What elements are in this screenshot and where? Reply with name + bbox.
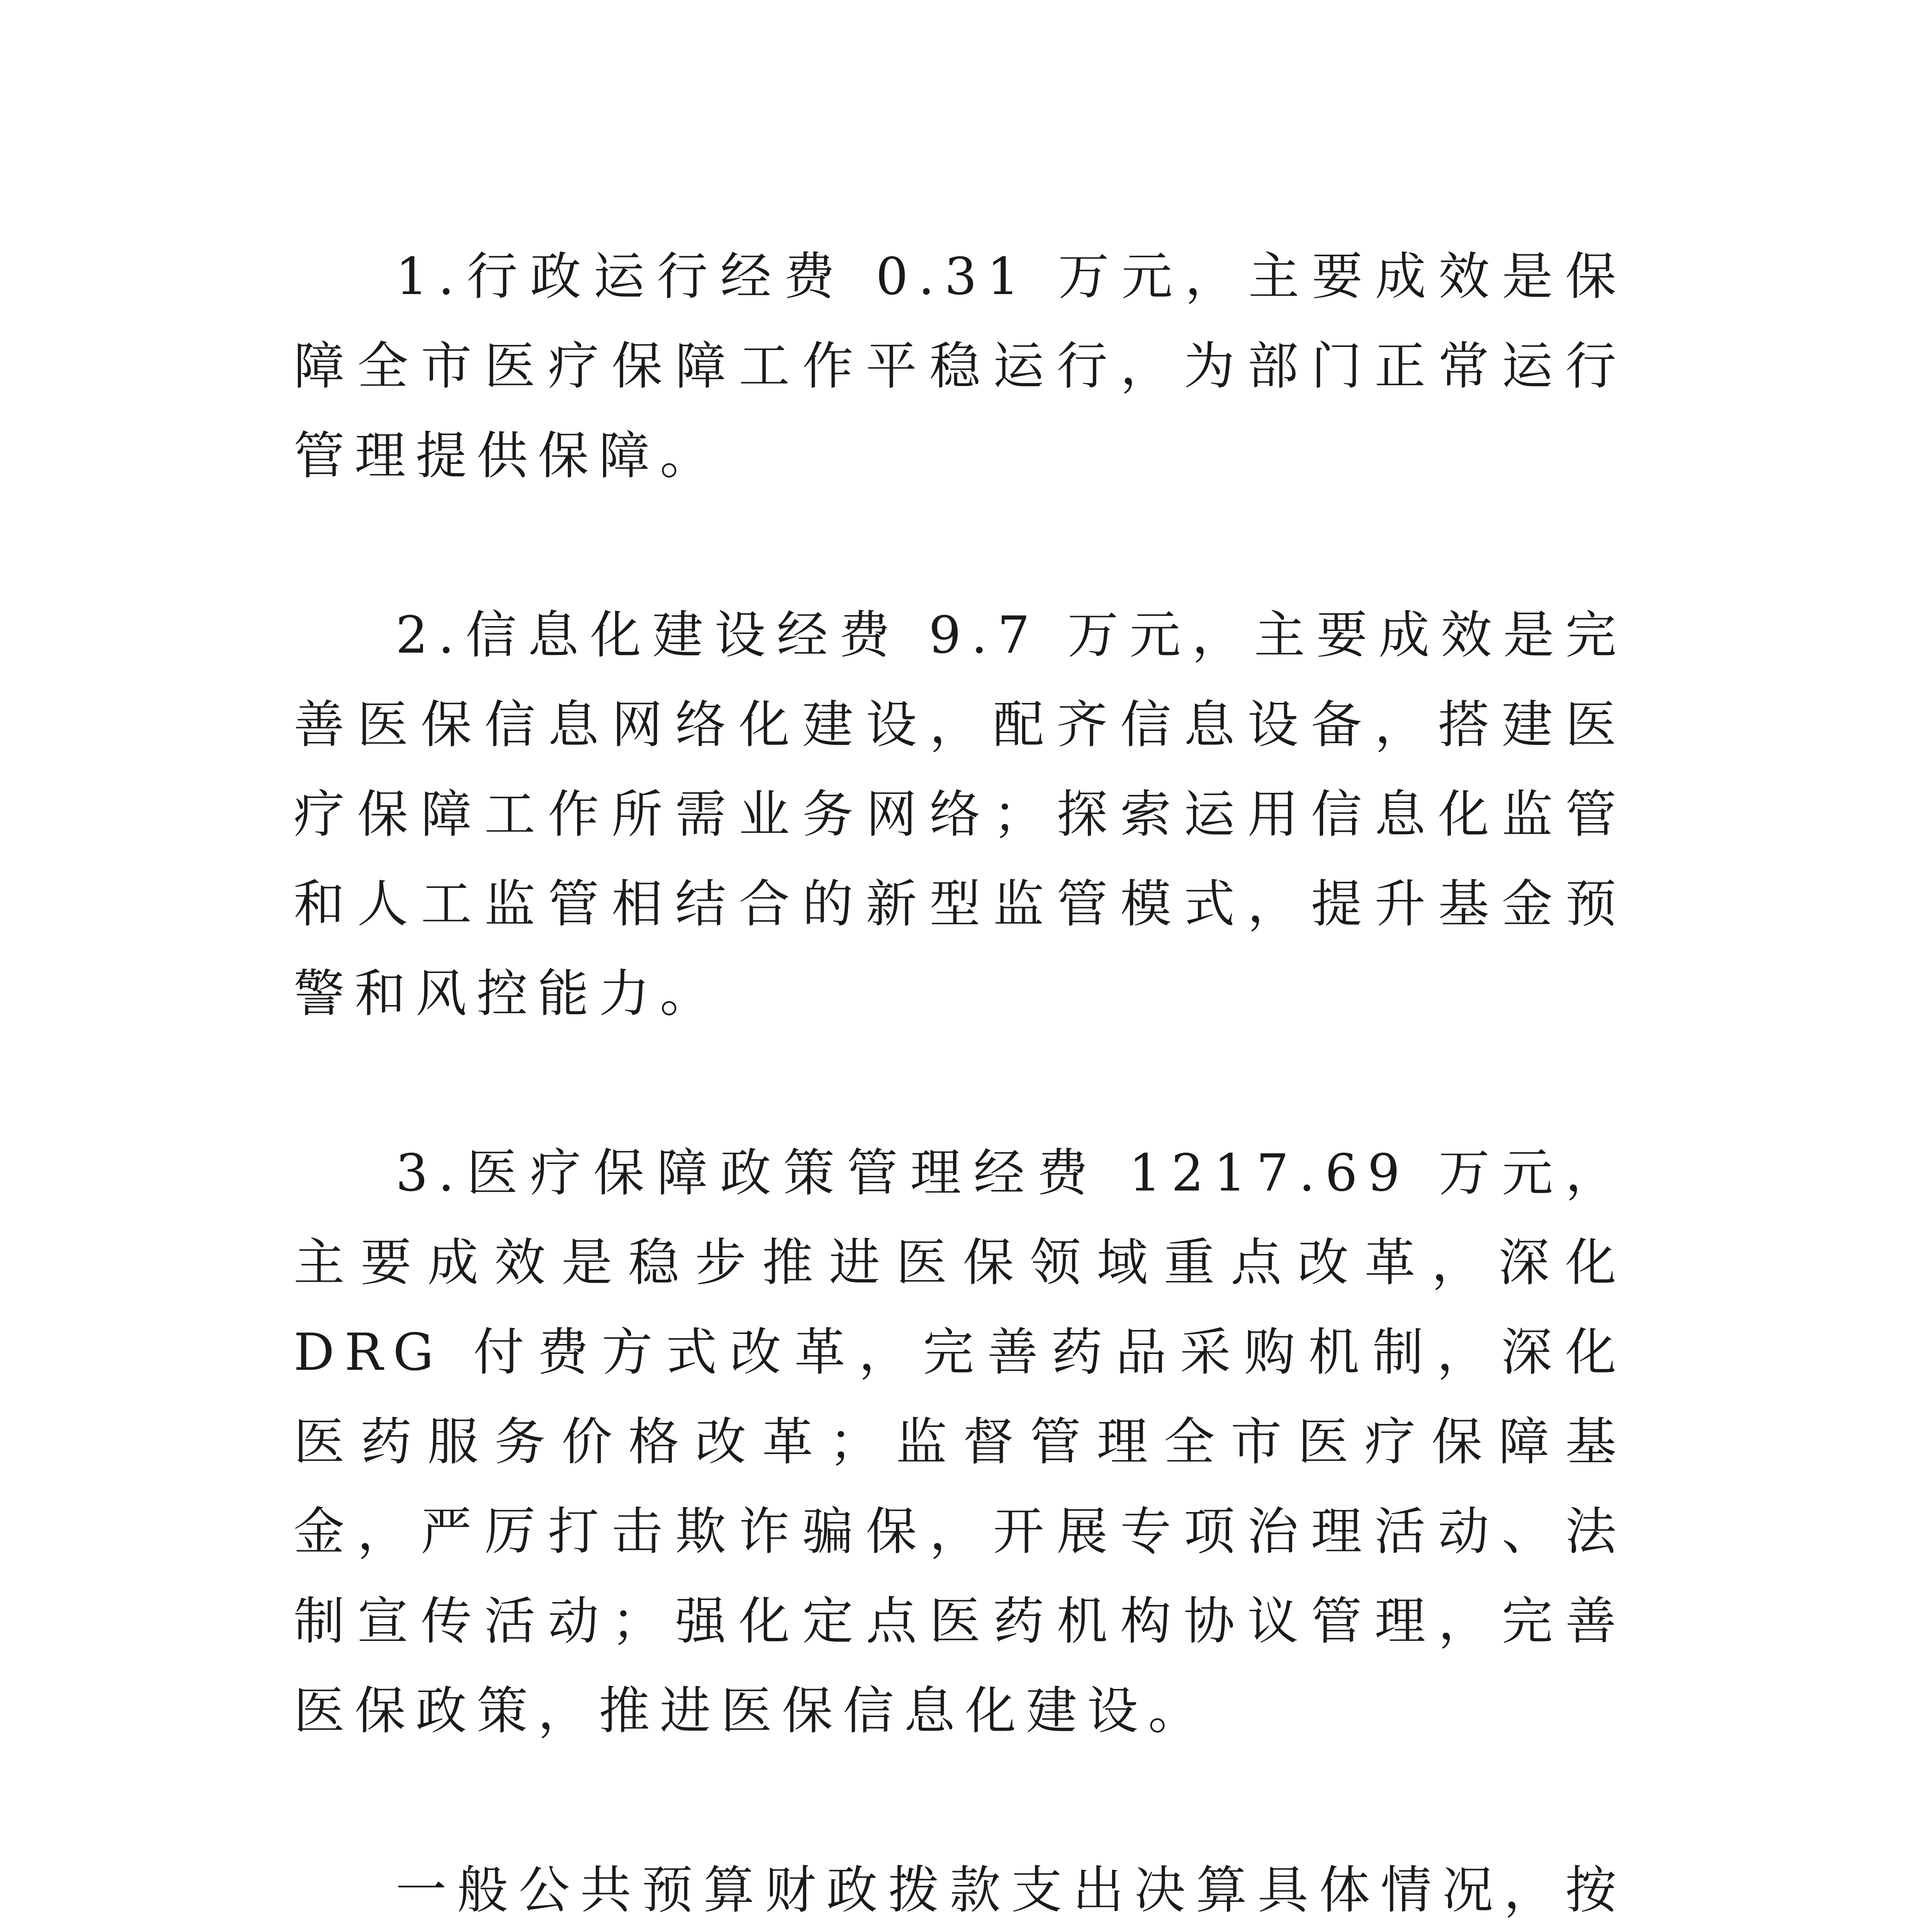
document-body — [294, 232, 1626, 1932]
paragraph-policy-management-funds: 3.医疗保障政策管理经费 1217.69 万元，主要成效是稳步推进医保领域重点改革，深化 DRG 付费方式改革，完善药品采购机制，深化医药服务价格改革；监督管理全市医疗保障基金，严厉打击欺诈骗保，开展专项治理活动、法制宣传活动；强化定点医药机构协议管理，完善医保政策，推进医保信息化建设。 — [294, 1143, 1626, 1741]
paragraph-it-construction-funds: 2.信息化建设经费 9.7 万元，主要成效是完善医保信息网络化建设，配齐信息设备，搭建医疗保障工作所需业务网络；探索运用信息化监管和人工监管相结合的新型监管模式，提升基金预警和风控能力。 — [294, 605, 1626, 1024]
paragraph-expenditure-intro: 一般公共预算财政拨款支出决算具体情况，按 — [396, 1861, 1626, 1920]
paragraph-admin-operating-funds: 1.行政运行经费 0.31 万元，主要成效是保障全市医疗保障工作平稳运行，为部门正常运行管理提供保障。 — [294, 247, 1626, 486]
